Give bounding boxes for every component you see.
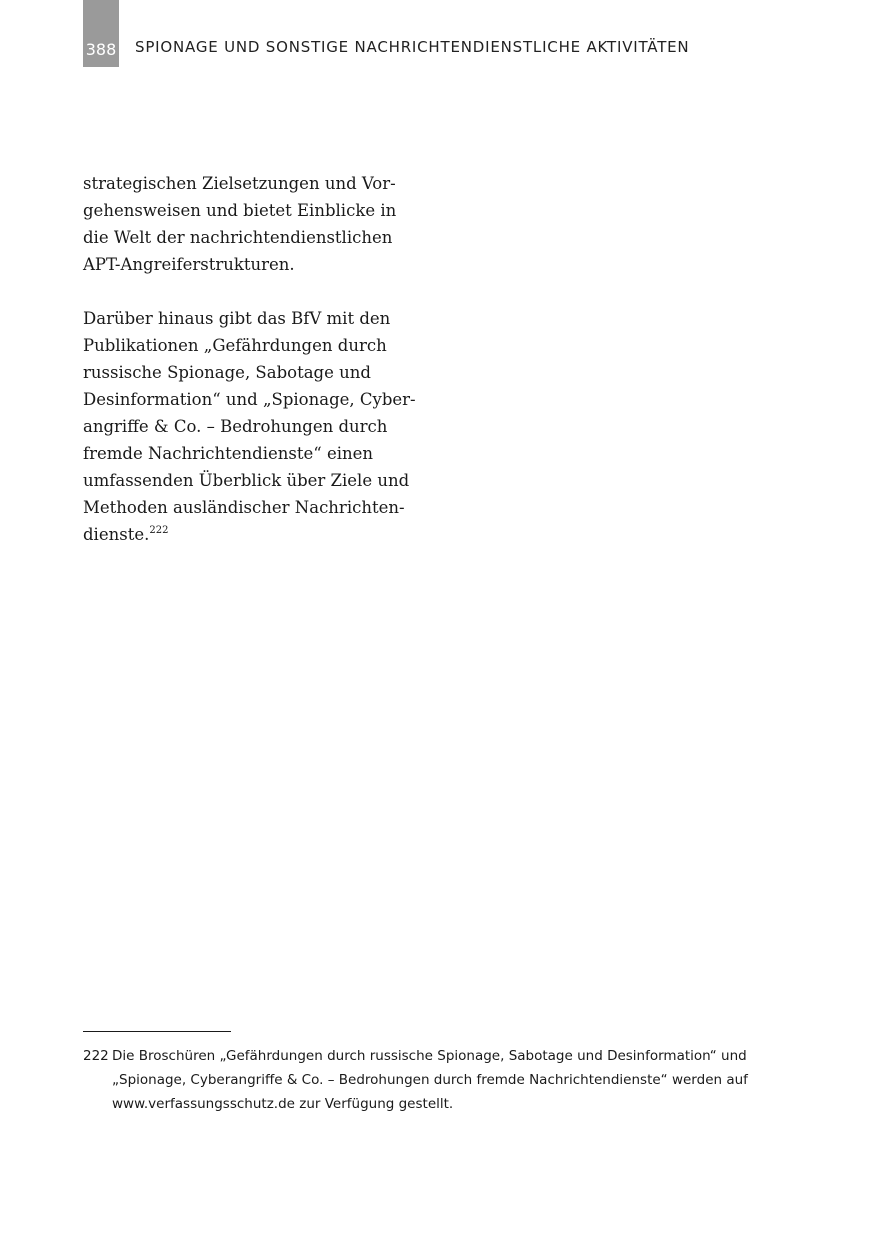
text-line: gehensweisen und bietet Einblicke in bbox=[83, 201, 397, 220]
paragraph-bfv-publications bbox=[83, 305, 416, 548]
text-line-last bbox=[83, 521, 403, 548]
text-line: Desinformation“ und „Spionage, Cyber- bbox=[83, 390, 416, 409]
running-head-title: SPIONAGE UND SONSTIGE NACHRICHTENDIENSTLICHE AKTIVITÄTEN bbox=[135, 38, 690, 56]
text-line: APT-Angreiferstrukturen. bbox=[83, 255, 295, 274]
text-line: strategischen Zielsetzungen und Vor- bbox=[83, 174, 396, 193]
text-line: umfassenden Überblick über Ziele und bbox=[83, 471, 410, 490]
text-line: die Welt der nachrichtendienstlichen bbox=[83, 228, 393, 247]
page-number-tab bbox=[83, 0, 119, 67]
page-number: 388 bbox=[85, 40, 117, 59]
text-fragment: dienste. bbox=[83, 525, 150, 544]
text-line: Darüber hinaus gibt das BfV mit den bbox=[83, 309, 391, 328]
footnote-222 bbox=[83, 1044, 763, 1116]
footnote-number: 222 bbox=[83, 1048, 109, 1064]
text-line: Methoden ausländischer Nachrichten- bbox=[83, 498, 405, 517]
footnote-line: Die Broschüren „Gefährdungen durch russische Spionage, Sabotage und Desinformation“ und bbox=[112, 1048, 747, 1064]
paragraph-apt-structures bbox=[83, 170, 403, 278]
body-text-column bbox=[83, 170, 416, 548]
footnote-divider bbox=[83, 1031, 231, 1032]
text-line: russische Spionage, Sabotage und bbox=[83, 363, 371, 382]
text-line: fremde Nachrichtendienste“ einen bbox=[83, 444, 374, 463]
text-line: Publikationen „Gefährdungen durch bbox=[83, 336, 387, 355]
footnote-text bbox=[112, 1044, 763, 1116]
footnote-line: „Spionage, Cyberangriffe & Co. – Bedrohungen durch fremde Nachrichtendienste“ werden auf bbox=[112, 1072, 748, 1088]
footnote-line: www.verfassungsschutz.de zur Verfügung gestellt. bbox=[112, 1096, 454, 1112]
footnote-reference[interactable]: 222 bbox=[149, 525, 169, 536]
text-line: angriffe & Co. – Bedrohungen durch bbox=[83, 417, 388, 436]
